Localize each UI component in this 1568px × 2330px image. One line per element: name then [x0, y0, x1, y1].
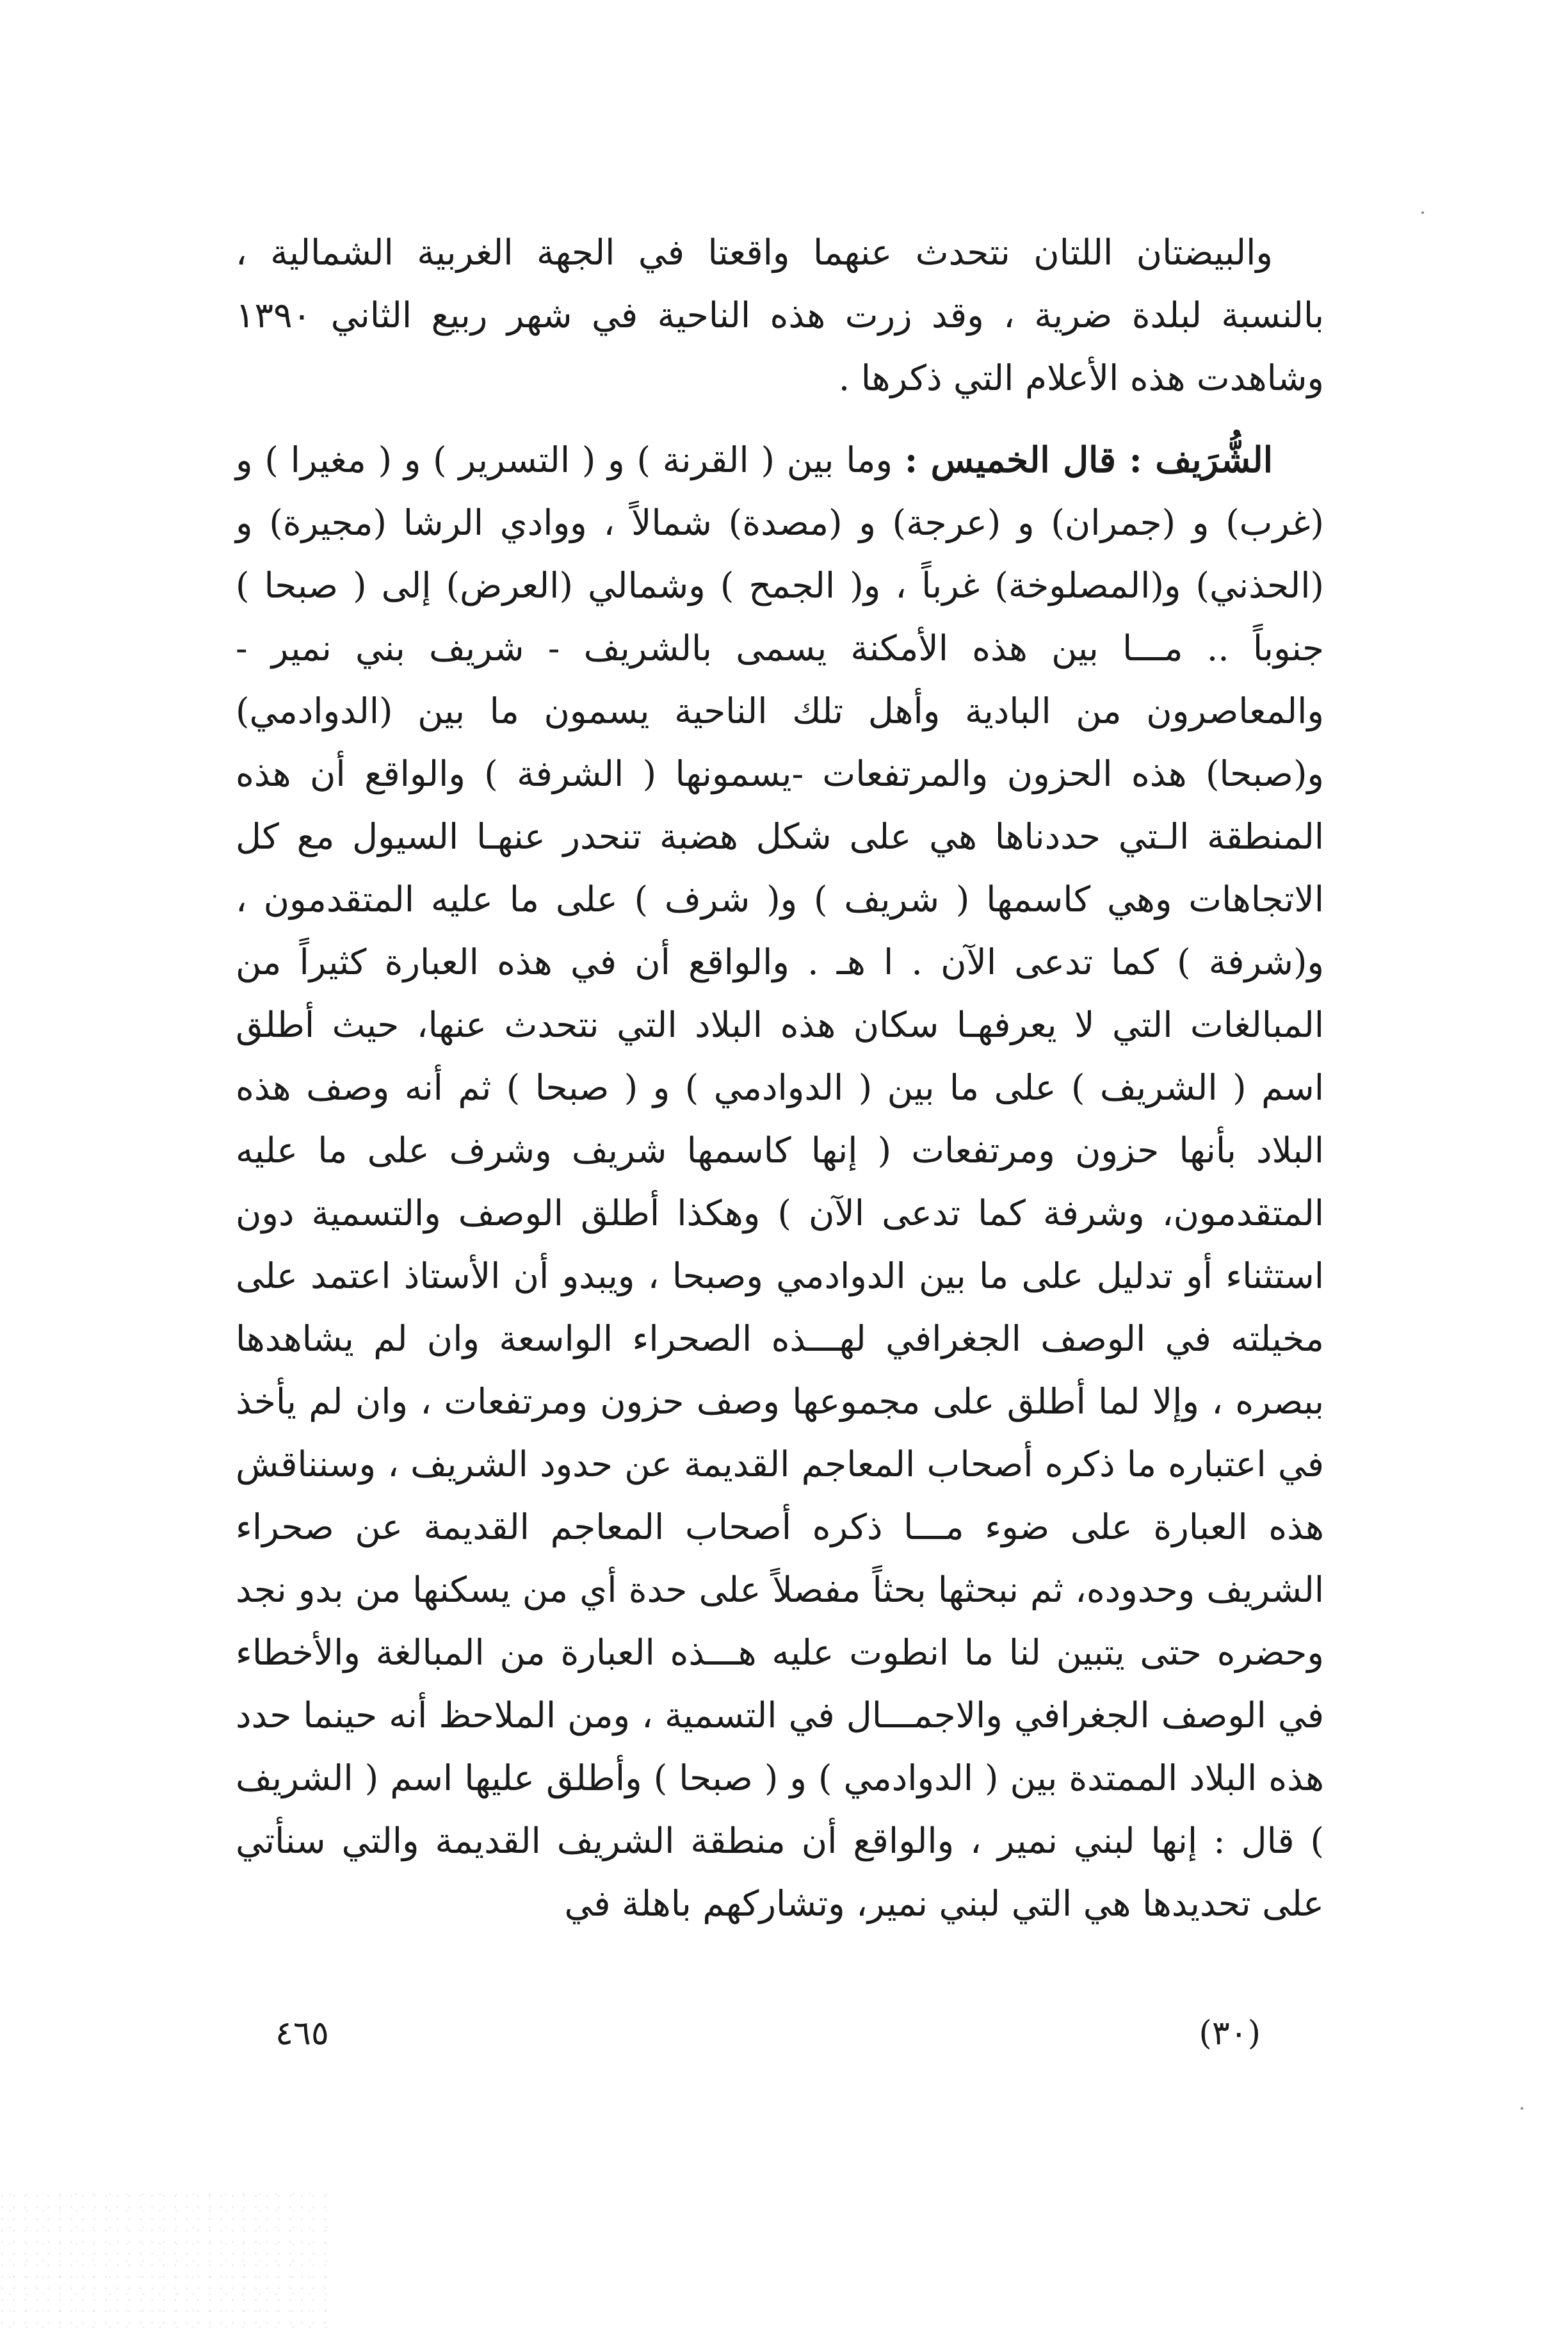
scan-speck: [1421, 211, 1424, 214]
signature-mark: (٣٠): [1199, 2014, 1261, 2053]
page-number: ٤٦٥: [275, 2014, 329, 2053]
paragraph-1: والبيضتان اللتان نتحدث عنهما واقعتا في الجهة الغربية الشمالية ، بالنسبة لبلدة ضرية ، وقد زرت هذه الناحية في شهر ربيع الثاني ١٣٩٠ وشاهدت هذه الأعلام التي ذكرها .: [236, 232, 1324, 398]
paragraph-2: [236, 428, 1324, 1935]
paragraph-2-lead: الشُّرَيف : قال الخميس :: [904, 439, 1273, 480]
scan-noise: [0, 2189, 333, 2330]
paragraph-2-body: وما بين ( القرنة ) و ( التسرير ) و ( مغيرا ) و (غرب) و (جمران) و (عرجة) و (مصدة) شمالاً ، ووادي الرشا (مجيرة) و (الحذني) و(المصلوخة) غرباً ، و( الجمح ) وشمالي (العرض) إلى ( صبحا ) جنوباً .. مـــا بين هذه الأمكنة يسمى بالشريف - شريف بني نمير - والمعاصرون من البادية وأهل تلك الناحية يسمون ما بين (الدوادمي) و(صبحا) هذه الحزون والمرتفعات -يسمونها ( الشرفة ) والواقع أن هذه المنطقة الـتي حددناها هي على شكل هضبة تنحدر عنهـا السيول مع كل الاتجاهات وهي كاسمها ( شريف ) و( شرف ) على ما عليه المتقدمون ، و(شرفة ) كما تدعى الآن . ا هـ . والواقع أن في هذه العبارة كثيراً من المبالغات التي لا يعرفهـا سكان هذه البلاد التي نتحدث عنها، حيث أطلق اسم ( الشريف ) على ما بين ( الدوادمي ) و ( صبحا ) ثم أنه وصف هذه البلاد بأنها حزون ومرتفعات ( إنها كاسمها شريف وشرف على ما عليه المتقدمون، وشرفة كما تدعى الآن ) وهكذا أطلق الوصف والتسمية دون استثناء أو تدليل على ما بين الدوادمي وصبحا ، ويبدو أن الأستاذ اعتمد على مخيلته في الوصف الجغرافي لهـــذه الصحراء الواسعة وان لم يشاهدها ببصره ، وإلا لما أطلق على مجموعها وصف حزون ومرتفعات ، وان لم يأخذ في اعتباره ما ذكره أصحاب المعاجم القديمة عن حدود الشريف ، وسنناقش هذه العبارة على ضوء مـــا ذكره أصحاب المعاجم القديمة عن صحراء الشريف وحدوده، ثم نبحثها بحثاً مفصلاً على حدة أي من يسكنها من بدو نجد وحضره حتى يتبين لنا ما انطوت عليه هـــذه العبارة من المبالغة والأخطاء في الوصف الجغرافي والاجمـــال في التسمية ، ومن الملاحظ أنه حينما حدد هذه البلاد الممتدة بين ( الدوادمي ) و ( صبحا ) وأطلق عليها اسم ( الشريف ) قال : إنها لبني نمير ، والواقع أن منطقة الشريف القديمة والتي سنأتي على تحديدها هي التي لبني نمير، وتشاركهم باهلة في: [236, 439, 1324, 1924]
body-text: [236, 221, 1324, 1935]
scan-speck: [1521, 2107, 1523, 2110]
